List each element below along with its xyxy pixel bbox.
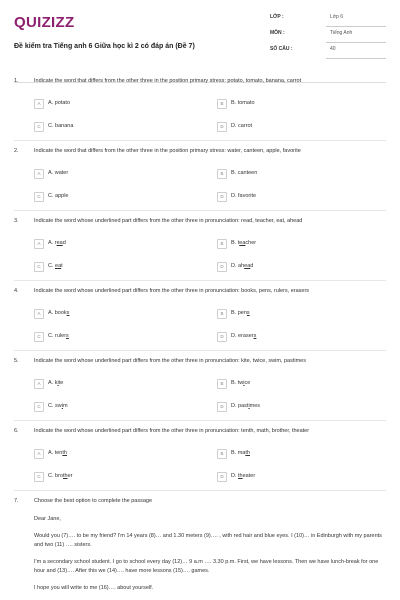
- question-number: 4.: [14, 288, 19, 294]
- meta-subject-value: Tiếng Anh: [330, 30, 353, 36]
- option-letter-box: B: [217, 239, 227, 249]
- question-number: 2.: [14, 148, 19, 154]
- option-letter-box: C: [34, 332, 44, 342]
- question-number: 6.: [14, 428, 19, 434]
- worksheet-meta: [256, 14, 386, 62]
- option-letter-box: B: [217, 379, 227, 389]
- question-text: Indicate the word whose underlined part differs from the other three in pronunciation: kite, twice, swim, pastimes: [34, 358, 306, 364]
- question-text: Indicate the word whose underlined part differs from the other three in pronunciation: books, pens, rulers, erasers: [34, 288, 310, 294]
- meta-subject-row: [256, 30, 386, 43]
- option-text: B. canteen: [231, 170, 258, 176]
- option-text: C. swim: [48, 403, 68, 409]
- question-number: 1.: [14, 78, 19, 84]
- question-number: 3.: [14, 218, 19, 224]
- meta-class-value: Lớp 6: [330, 14, 344, 20]
- quizizz-logo: QUIZIZZ: [14, 14, 75, 31]
- option-letter-box: C: [34, 122, 44, 132]
- option-letter-box: D: [217, 402, 227, 412]
- option-text: B. twice: [231, 380, 251, 386]
- question-text: Indicate the word that differs from the other three in the position primary stress: water, canteen, apple, favorite: [34, 148, 301, 154]
- option-text: D. ahead: [231, 263, 254, 269]
- question-text: Indicate the word that differs from the other three in the position primary stress: potato, tomato, banana, carrot: [34, 78, 302, 84]
- option-text: B. math: [231, 450, 250, 456]
- question-divider: [14, 280, 386, 281]
- option-text: A. potato: [48, 100, 71, 106]
- question-number: 5.: [14, 358, 19, 364]
- question-divider: [14, 140, 386, 141]
- meta-count-value: 40: [330, 46, 336, 52]
- option-letter-box: C: [34, 262, 44, 272]
- option-text: B. teacher: [231, 240, 257, 246]
- option-text: A. kite: [48, 380, 64, 386]
- question-text: Choose the best option to complete the passage: [34, 498, 153, 504]
- option-letter-box: A: [34, 379, 44, 389]
- option-text: C. eat: [48, 263, 63, 269]
- option-text: B. tomato: [231, 100, 255, 106]
- passage-greeting: Dear Jane,: [34, 516, 61, 522]
- option-letter-box: D: [217, 192, 227, 202]
- question-divider: [14, 420, 386, 421]
- option-letter-box: A: [34, 169, 44, 179]
- option-letter-box: A: [34, 99, 44, 109]
- passage-paragraph: I'm a secondary school student. I go to school every day (12)… 9 a.m …. 3.30 p.m. First, we have lessons. Then we have lunch-break for one hour and (13)…. After this we (14)…. have more lessons (15)…. games.: [34, 559, 379, 574]
- option-letter-box: B: [217, 449, 227, 459]
- option-letter-box: C: [34, 402, 44, 412]
- passage-paragraph: Would you (7)…. to be my friend? I'm 14 years (8)… and 1.30 meters (9)…. , with red hair and blue eyes. I (10)… in Edinburgh with my parents and two (11) …. sisters.: [34, 533, 382, 548]
- option-letter-box: B: [217, 169, 227, 179]
- option-letter-box: D: [217, 332, 227, 342]
- meta-subject-label: MÔN :: [270, 30, 285, 36]
- option-text: C. brother: [48, 473, 73, 479]
- meta-underline: [326, 58, 386, 59]
- meta-count-row: [256, 46, 386, 59]
- option-text: D. carrot: [231, 123, 253, 129]
- option-letter-box: A: [34, 449, 44, 459]
- option-letter-box: D: [217, 122, 227, 132]
- question-divider: [14, 350, 386, 351]
- question-number: 7.: [14, 498, 19, 504]
- passage-paragraph: I hope you will write to me (16)…. about yourself.: [34, 585, 154, 591]
- option-letter-box: D: [217, 472, 227, 482]
- question-text: Indicate the word whose underlined part differs from the other three in pronunciation: read, teacher, eat, ahead: [34, 218, 303, 224]
- option-text: D. erasers: [231, 333, 257, 339]
- option-text: C. apple: [48, 193, 69, 199]
- option-text: A. water: [48, 170, 69, 176]
- meta-class-label: LỚP :: [270, 14, 284, 20]
- question-divider: [14, 210, 386, 211]
- option-text: D. favorite: [231, 193, 257, 199]
- meta-count-label: SỐ CÂU :: [270, 46, 293, 52]
- meta-underline: [326, 26, 386, 27]
- option-letter-box: B: [217, 309, 227, 319]
- question-divider: [14, 490, 386, 491]
- option-text: A. tenth: [48, 450, 67, 456]
- option-letter-box: A: [34, 309, 44, 319]
- option-letter-box: C: [34, 192, 44, 202]
- meta-class-row: [256, 14, 386, 27]
- option-text: D. pastimes: [231, 403, 261, 409]
- option-letter-box: A: [34, 239, 44, 249]
- option-text: C. rulers: [48, 333, 69, 339]
- option-letter-box: B: [217, 99, 227, 109]
- option-text: B. pens: [231, 310, 250, 316]
- option-text: A. read: [48, 240, 66, 246]
- meta-underline: [326, 42, 386, 43]
- option-text: A. books: [48, 310, 70, 316]
- option-letter-box: C: [34, 472, 44, 482]
- worksheet-header: [14, 10, 386, 70]
- option-letter-box: D: [217, 262, 227, 272]
- option-text: C. banana: [48, 123, 74, 129]
- option-text: D. theater: [231, 473, 256, 479]
- question-text: Indicate the word whose underlined part differs from the other three in pronunciation: tenth, math, brother, theater: [34, 428, 310, 434]
- worksheet-title: Đề kiểm tra Tiếng anh 6 Giữa học kì 2 có đáp án (Đề 7): [14, 43, 195, 50]
